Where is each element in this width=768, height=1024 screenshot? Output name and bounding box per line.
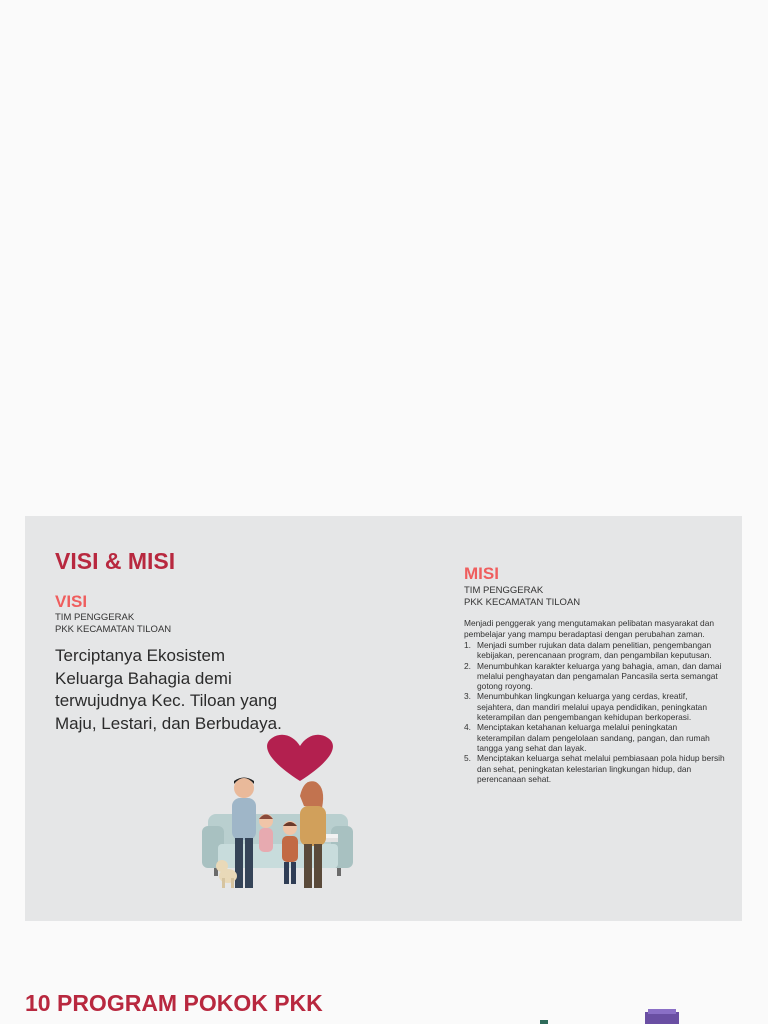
visi-statement: Terciptanya Ekosistem Keluarga Bahagia demi terwujudnya Kec. Tiloan yang Maju, Lestari, dan Berbudaya. [55,646,282,733]
visi-org [55,612,171,636]
list-item: 2. Menumbuhkan karakter keluarga yang bahagia, aman, dan damai melalui penghayatan dan pengamalan Pancasila serta semangat gotong royong. [464,660,722,692]
list-item: 4. Menciptakan ketahanan keluarga melalui peningkatan keterampilan dalam pengelolaan sandang, pangan, dan rumah tangga yang sehat dan layak. [464,722,710,753]
program-icons-strip [0,1008,768,1024]
list-item: 1. Menjadi sumber rujukan data dalam penelitian, pengembangan kebijakan, perencanaan program, dan pengambilan keputusan. [464,640,712,661]
visi-misi-panel [25,516,742,921]
misi-org-line2: PKK KECAMATAN TILOAN [464,597,581,608]
list-item: 3. Menumbuhkan lingkungan keluarga yang cerdas, kreatif, sejahtera, dan mandiri melalui upaya pendidikan, peningkatan keterampilan dan pengembangan kehidupan berkoperasi. [464,691,708,723]
program-title: 10 PROGRAM POKOK PKK [25,990,323,1016]
visi-org-line2: PKK KECAMATAN TILOAN [55,624,172,635]
visi-org-line1: TIM PENGGERAK [55,612,135,623]
misi-org [464,585,580,609]
misi-intro: Menjadi penggerak yang mengutamakan pelibatan masyarakat dan pembelajar yang mampu beradaptasi dengan perubahan zaman. [464,618,715,639]
misi-org-line1: TIM PENGGERAK [464,585,544,596]
list-item: 5. Menciptakan keluarga sehat melalui pembiasaan pola hidup bersih dan sehat, peningkatan kelestarian lingkungan hidup, dan perencanaan sehat. [464,753,725,784]
heart-icon [267,735,333,781]
misi-list [464,640,726,784]
visi-heading: VISI [55,592,88,611]
family-illustration [200,726,355,891]
misi-heading: MISI [464,564,499,583]
visi-misi-title: VISI & MISI [55,548,176,574]
